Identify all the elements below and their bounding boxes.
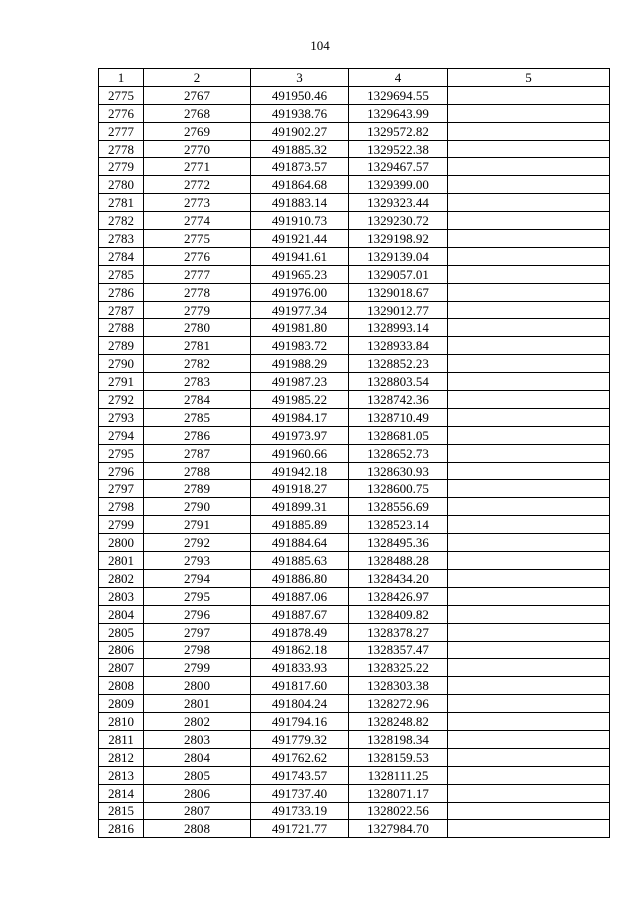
table-cell-col-1: 2810 <box>99 713 144 731</box>
table-cell-col-4: 1328378.27 <box>349 623 448 641</box>
table-row <box>99 426 610 444</box>
table-cell-col-4: 1328495.36 <box>349 534 448 552</box>
table-cell-col-2: 2795 <box>144 587 251 605</box>
table-cell-col-1: 2796 <box>99 462 144 480</box>
table-cell-col-2: 2778 <box>144 283 251 301</box>
table-cell-col-3: 491910.73 <box>251 212 349 230</box>
table-cell-col-2: 2790 <box>144 498 251 516</box>
table-row <box>99 641 610 659</box>
table-row <box>99 86 610 104</box>
table-cell-col-1: 2782 <box>99 212 144 230</box>
table-cell-col-4: 1329399.00 <box>349 176 448 194</box>
table-cell-col-3: 491733.19 <box>251 802 349 820</box>
table-cell-col-4: 1328710.49 <box>349 408 448 426</box>
table-row <box>99 748 610 766</box>
table-cell-col-1: 2780 <box>99 176 144 194</box>
table-cell-col-1: 2816 <box>99 820 144 838</box>
table-cell-col-5 <box>448 122 610 140</box>
table-header-row <box>99 69 610 87</box>
table-cell-col-1: 2814 <box>99 784 144 802</box>
table-cell-col-4: 1328325.22 <box>349 659 448 677</box>
table-cell-col-5 <box>448 802 610 820</box>
table-cell-col-3: 491941.61 <box>251 247 349 265</box>
table-cell-col-2: 2800 <box>144 677 251 695</box>
table-cell-col-3: 491977.34 <box>251 301 349 319</box>
table-cell-col-4: 1329198.92 <box>349 230 448 248</box>
table-cell-col-5 <box>448 355 610 373</box>
table-row <box>99 569 610 587</box>
table-cell-col-5 <box>448 265 610 283</box>
table-row <box>99 587 610 605</box>
table-cell-col-3: 491887.67 <box>251 605 349 623</box>
table-cell-col-4: 1329230.72 <box>349 212 448 230</box>
table-cell-col-2: 2803 <box>144 730 251 748</box>
table-cell-col-4: 1328681.05 <box>349 426 448 444</box>
table-cell-col-3: 491883.14 <box>251 194 349 212</box>
table-cell-col-1: 2808 <box>99 677 144 695</box>
table-cell-col-4: 1328600.75 <box>349 480 448 498</box>
table-cell-col-5 <box>448 283 610 301</box>
table-cell-col-1: 2805 <box>99 623 144 641</box>
table-cell-col-3: 491864.68 <box>251 176 349 194</box>
table-cell-col-1: 2776 <box>99 104 144 122</box>
coordinates-table <box>98 68 610 838</box>
page-number: 104 <box>310 38 330 53</box>
table-cell-col-4: 1329643.99 <box>349 104 448 122</box>
table-cell-col-5 <box>448 194 610 212</box>
table-cell-col-1: 2777 <box>99 122 144 140</box>
table-cell-col-3: 491960.66 <box>251 444 349 462</box>
table-cell-col-1: 2787 <box>99 301 144 319</box>
table-cell-col-3: 491743.57 <box>251 766 349 784</box>
column-header-2: 2 <box>144 69 251 87</box>
table-cell-col-3: 491984.17 <box>251 408 349 426</box>
table-cell-col-2: 2770 <box>144 140 251 158</box>
table-cell-col-1: 2791 <box>99 373 144 391</box>
table-cell-col-3: 491918.27 <box>251 480 349 498</box>
table-cell-col-5 <box>448 212 610 230</box>
table-cell-col-2: 2784 <box>144 391 251 409</box>
table-cell-col-5 <box>448 391 610 409</box>
table-cell-col-3: 491950.46 <box>251 86 349 104</box>
table-cell-col-2: 2805 <box>144 766 251 784</box>
table-cell-col-5 <box>448 498 610 516</box>
table-cell-col-3: 491887.06 <box>251 587 349 605</box>
column-header-3: 3 <box>251 69 349 87</box>
table-cell-col-2: 2796 <box>144 605 251 623</box>
table-cell-col-2: 2769 <box>144 122 251 140</box>
table-cell-col-4: 1329139.04 <box>349 247 448 265</box>
table-row <box>99 623 610 641</box>
table-cell-col-4: 1328303.38 <box>349 677 448 695</box>
table-cell-col-2: 2798 <box>144 641 251 659</box>
table-row <box>99 784 610 802</box>
table-cell-col-1: 2813 <box>99 766 144 784</box>
table-cell-col-4: 1328198.34 <box>349 730 448 748</box>
table-cell-col-5 <box>448 605 610 623</box>
table-cell-col-3: 491885.63 <box>251 552 349 570</box>
table-cell-col-5 <box>448 230 610 248</box>
table-row <box>99 820 610 838</box>
table-cell-col-2: 2801 <box>144 695 251 713</box>
table-cell-col-5 <box>448 748 610 766</box>
table-row <box>99 766 610 784</box>
table-row <box>99 194 610 212</box>
table-row <box>99 247 610 265</box>
table-cell-col-5 <box>448 158 610 176</box>
table-cell-col-1: 2800 <box>99 534 144 552</box>
table-cell-col-5 <box>448 319 610 337</box>
table-cell-col-3: 491862.18 <box>251 641 349 659</box>
table-body <box>99 69 610 838</box>
table-cell-col-4: 1328852.23 <box>349 355 448 373</box>
table-cell-col-4: 1328071.17 <box>349 784 448 802</box>
table-cell-col-1: 2778 <box>99 140 144 158</box>
table-cell-col-1: 2807 <box>99 659 144 677</box>
table-cell-col-2: 2767 <box>144 86 251 104</box>
table-row <box>99 659 610 677</box>
column-header-1: 1 <box>99 69 144 87</box>
table-cell-col-3: 491878.49 <box>251 623 349 641</box>
table-cell-col-4: 1329323.44 <box>349 194 448 212</box>
table-cell-col-2: 2786 <box>144 426 251 444</box>
table-cell-col-2: 2791 <box>144 516 251 534</box>
table-cell-col-5 <box>448 766 610 784</box>
table-cell-col-2: 2779 <box>144 301 251 319</box>
table-row <box>99 158 610 176</box>
table-row <box>99 104 610 122</box>
table-cell-col-2: 2783 <box>144 373 251 391</box>
table-cell-col-4: 1328434.20 <box>349 569 448 587</box>
table-cell-col-1: 2804 <box>99 605 144 623</box>
table-cell-col-1: 2783 <box>99 230 144 248</box>
table-cell-col-3: 491794.16 <box>251 713 349 731</box>
table-cell-col-1: 2792 <box>99 391 144 409</box>
table-cell-col-5 <box>448 373 610 391</box>
table-cell-col-1: 2799 <box>99 516 144 534</box>
table-cell-col-3: 491921.44 <box>251 230 349 248</box>
table-cell-col-2: 2780 <box>144 319 251 337</box>
table-row <box>99 265 610 283</box>
table-cell-col-5 <box>448 426 610 444</box>
table-cell-col-3: 491987.23 <box>251 373 349 391</box>
table-cell-col-5 <box>448 480 610 498</box>
table-cell-col-5 <box>448 695 610 713</box>
table-cell-col-3: 491981.80 <box>251 319 349 337</box>
table-cell-col-4: 1328272.96 <box>349 695 448 713</box>
table-cell-col-5 <box>448 247 610 265</box>
table-cell-col-1: 2815 <box>99 802 144 820</box>
table-cell-col-4: 1327984.70 <box>349 820 448 838</box>
table-row <box>99 516 610 534</box>
table-cell-col-4: 1329572.82 <box>349 122 448 140</box>
table-cell-col-1: 2802 <box>99 569 144 587</box>
table-cell-col-1: 2784 <box>99 247 144 265</box>
table-cell-col-5 <box>448 176 610 194</box>
table-cell-col-3: 491985.22 <box>251 391 349 409</box>
table-cell-col-1: 2794 <box>99 426 144 444</box>
table-cell-col-3: 491721.77 <box>251 820 349 838</box>
table-row <box>99 212 610 230</box>
table-cell-col-4: 1328993.14 <box>349 319 448 337</box>
table-cell-col-3: 491762.62 <box>251 748 349 766</box>
table-cell-col-4: 1328426.97 <box>349 587 448 605</box>
table-cell-col-5 <box>448 677 610 695</box>
table-cell-col-2: 2792 <box>144 534 251 552</box>
table-row <box>99 391 610 409</box>
table-cell-col-4: 1329012.77 <box>349 301 448 319</box>
table-cell-col-3: 491886.80 <box>251 569 349 587</box>
table-cell-col-4: 1328742.36 <box>349 391 448 409</box>
table-cell-col-1: 2788 <box>99 319 144 337</box>
table-row <box>99 176 610 194</box>
table-cell-col-4: 1328022.56 <box>349 802 448 820</box>
table-cell-col-1: 2775 <box>99 86 144 104</box>
table-cell-col-1: 2803 <box>99 587 144 605</box>
table-cell-col-2: 2797 <box>144 623 251 641</box>
table-cell-col-2: 2773 <box>144 194 251 212</box>
table-cell-col-5 <box>448 641 610 659</box>
table-cell-col-4: 1328933.84 <box>349 337 448 355</box>
table-row <box>99 534 610 552</box>
table-row <box>99 283 610 301</box>
table-cell-col-4: 1328248.82 <box>349 713 448 731</box>
table-row <box>99 462 610 480</box>
table-row <box>99 373 610 391</box>
table-cell-col-4: 1328111.25 <box>349 766 448 784</box>
table-cell-col-5 <box>448 104 610 122</box>
table-cell-col-3: 491873.57 <box>251 158 349 176</box>
table-row <box>99 355 610 373</box>
table-cell-col-3: 491973.97 <box>251 426 349 444</box>
table-row <box>99 730 610 748</box>
table-cell-col-3: 491938.76 <box>251 104 349 122</box>
column-header-5: 5 <box>448 69 610 87</box>
table-cell-col-3: 491976.00 <box>251 283 349 301</box>
table-cell-col-4: 1328630.93 <box>349 462 448 480</box>
table-cell-col-1: 2811 <box>99 730 144 748</box>
table-cell-col-5 <box>448 820 610 838</box>
table-cell-col-4: 1329694.55 <box>349 86 448 104</box>
table-row <box>99 444 610 462</box>
table-cell-col-1: 2795 <box>99 444 144 462</box>
table-cell-col-2: 2775 <box>144 230 251 248</box>
table-cell-col-3: 491885.89 <box>251 516 349 534</box>
table-cell-col-5 <box>448 713 610 731</box>
table-cell-col-5 <box>448 552 610 570</box>
table-cell-col-2: 2785 <box>144 408 251 426</box>
table-row <box>99 802 610 820</box>
table-cell-col-1: 2786 <box>99 283 144 301</box>
table-row <box>99 498 610 516</box>
table-cell-col-5 <box>448 86 610 104</box>
table-cell-col-5 <box>448 623 610 641</box>
table-cell-col-4: 1328523.14 <box>349 516 448 534</box>
table-cell-col-5 <box>448 534 610 552</box>
table-cell-col-1: 2793 <box>99 408 144 426</box>
table-cell-col-2: 2774 <box>144 212 251 230</box>
table-cell-col-2: 2776 <box>144 247 251 265</box>
table-cell-col-2: 2771 <box>144 158 251 176</box>
table-cell-col-4: 1328409.82 <box>349 605 448 623</box>
table-cell-col-4: 1328803.54 <box>349 373 448 391</box>
table-cell-col-4: 1329018.67 <box>349 283 448 301</box>
table-cell-col-5 <box>448 301 610 319</box>
table-cell-col-4: 1329057.01 <box>349 265 448 283</box>
table-cell-col-2: 2789 <box>144 480 251 498</box>
table-cell-col-5 <box>448 408 610 426</box>
table-cell-col-5 <box>448 337 610 355</box>
table-cell-col-2: 2793 <box>144 552 251 570</box>
table-row <box>99 337 610 355</box>
table-cell-col-2: 2794 <box>144 569 251 587</box>
table-row <box>99 695 610 713</box>
table-cell-col-5 <box>448 569 610 587</box>
table-cell-col-1: 2801 <box>99 552 144 570</box>
column-header-4: 4 <box>349 69 448 87</box>
table-cell-col-2: 2807 <box>144 802 251 820</box>
table-row <box>99 605 610 623</box>
table-row <box>99 301 610 319</box>
table-cell-col-1: 2789 <box>99 337 144 355</box>
table-cell-col-4: 1328652.73 <box>349 444 448 462</box>
table-cell-col-2: 2777 <box>144 265 251 283</box>
table-cell-col-2: 2781 <box>144 337 251 355</box>
table-cell-col-5 <box>448 462 610 480</box>
table-cell-col-2: 2788 <box>144 462 251 480</box>
table-cell-col-4: 1329467.57 <box>349 158 448 176</box>
table-cell-col-4: 1328357.47 <box>349 641 448 659</box>
table-cell-col-4: 1328556.69 <box>349 498 448 516</box>
table-cell-col-5 <box>448 140 610 158</box>
table-cell-col-2: 2802 <box>144 713 251 731</box>
table-row <box>99 408 610 426</box>
table-cell-col-5 <box>448 730 610 748</box>
table-cell-col-3: 491804.24 <box>251 695 349 713</box>
table-cell-col-2: 2768 <box>144 104 251 122</box>
table-row <box>99 677 610 695</box>
table-row <box>99 230 610 248</box>
table-cell-col-1: 2798 <box>99 498 144 516</box>
table-cell-col-1: 2806 <box>99 641 144 659</box>
table-cell-col-5 <box>448 659 610 677</box>
table-cell-col-4: 1328488.28 <box>349 552 448 570</box>
table-cell-col-5 <box>448 516 610 534</box>
table-row <box>99 140 610 158</box>
table-cell-col-3: 491884.64 <box>251 534 349 552</box>
table-cell-col-1: 2797 <box>99 480 144 498</box>
table-cell-col-4: 1328159.53 <box>349 748 448 766</box>
table-cell-col-1: 2790 <box>99 355 144 373</box>
table-cell-col-1: 2781 <box>99 194 144 212</box>
table-cell-col-1: 2809 <box>99 695 144 713</box>
table-cell-col-2: 2806 <box>144 784 251 802</box>
table-cell-col-3: 491965.23 <box>251 265 349 283</box>
table-row <box>99 319 610 337</box>
table-cell-col-5 <box>448 784 610 802</box>
table-cell-col-2: 2804 <box>144 748 251 766</box>
table-cell-col-1: 2812 <box>99 748 144 766</box>
table-cell-col-4: 1329522.38 <box>349 140 448 158</box>
table-cell-col-3: 491902.27 <box>251 122 349 140</box>
table-cell-col-5 <box>448 587 610 605</box>
table-cell-col-3: 491737.40 <box>251 784 349 802</box>
table-cell-col-3: 491833.93 <box>251 659 349 677</box>
table-row <box>99 480 610 498</box>
table-cell-col-3: 491988.29 <box>251 355 349 373</box>
table-cell-col-2: 2787 <box>144 444 251 462</box>
table-cell-col-3: 491942.18 <box>251 462 349 480</box>
table-cell-col-2: 2782 <box>144 355 251 373</box>
table-cell-col-3: 491983.72 <box>251 337 349 355</box>
table-row <box>99 713 610 731</box>
table-cell-col-3: 491899.31 <box>251 498 349 516</box>
table-row <box>99 122 610 140</box>
table-cell-col-1: 2785 <box>99 265 144 283</box>
table-cell-col-5 <box>448 444 610 462</box>
table-cell-col-2: 2808 <box>144 820 251 838</box>
table-row <box>99 552 610 570</box>
table-cell-col-3: 491779.32 <box>251 730 349 748</box>
table-cell-col-1: 2779 <box>99 158 144 176</box>
table-cell-col-3: 491817.60 <box>251 677 349 695</box>
table-cell-col-2: 2772 <box>144 176 251 194</box>
table-cell-col-3: 491885.32 <box>251 140 349 158</box>
table-cell-col-2: 2799 <box>144 659 251 677</box>
